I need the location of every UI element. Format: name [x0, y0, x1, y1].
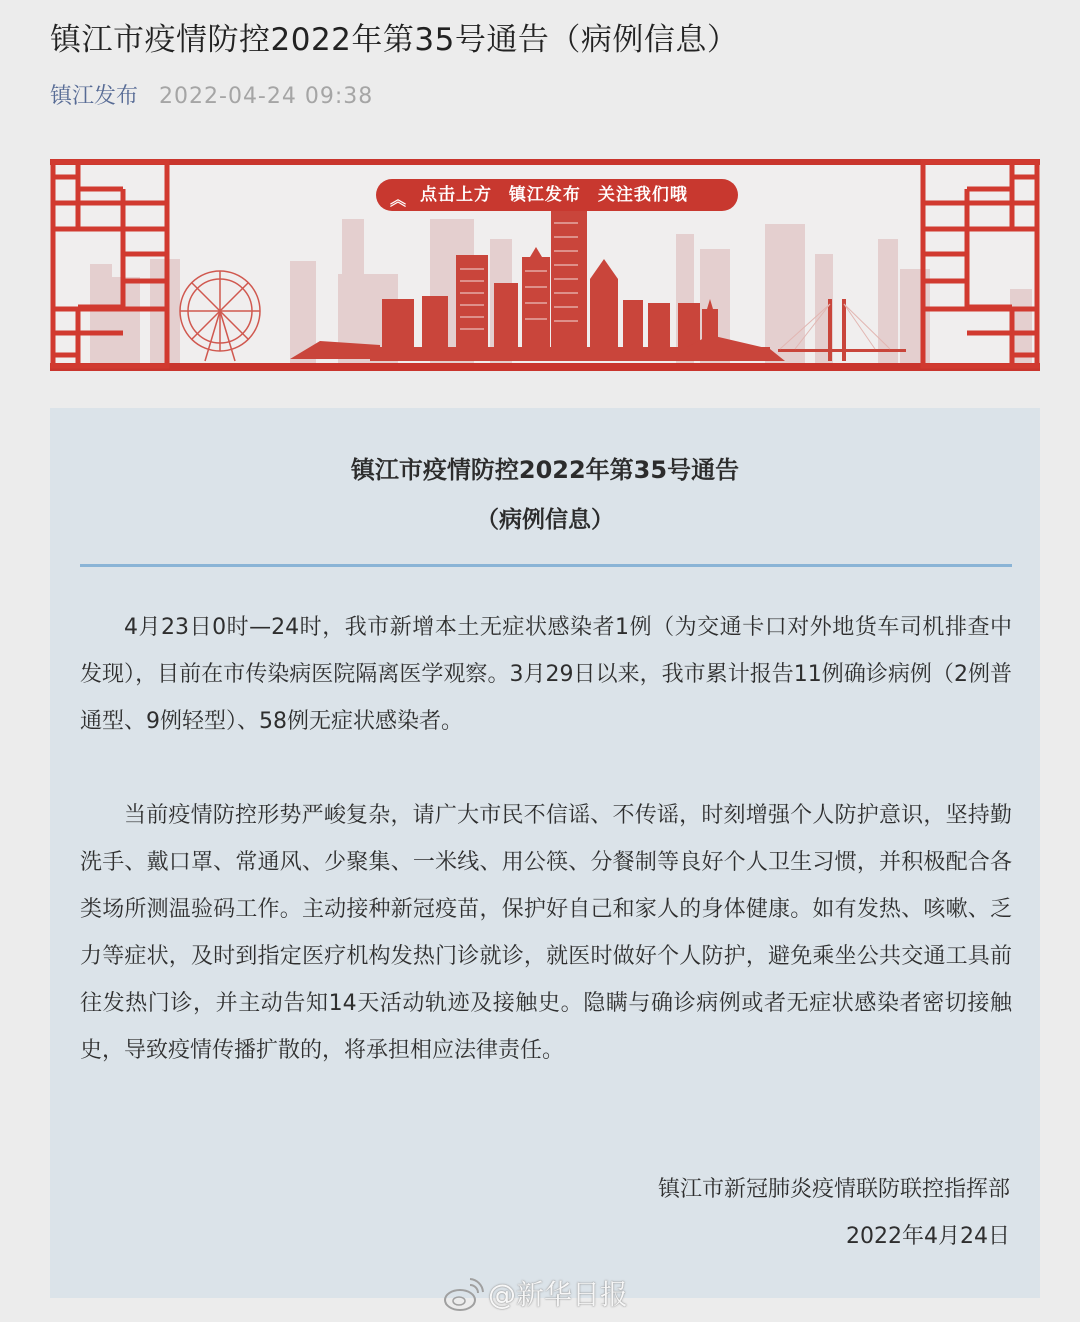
notice-paragraph-case-info: 4月23日0时—24时，我市新增本土无症状感染者1例（为交通卡口对外地货车司机排查中发现），目前在市传染病医院隔离医学观察。3月29日以来，我市累计报告11例确诊病例（2例普通型、9例轻型）、58例无症状感染者。 [80, 615, 1012, 734]
notice-title: 镇江市疫情防控2022年第35号通告 [350, 456, 740, 484]
author-link[interactable]: 镇江发布 [50, 84, 139, 109]
watermark [442, 1277, 628, 1313]
notice-paragraph-prevention-advice: 当前疫情防控形势严峻复杂，请广大市民不信谣、不传谣，时刻增强个人防护意识，坚持勤洗手、戴口罩、常通风、少聚集、一米线、用公筷、分餐制等良好个人卫生习惯，并积极配合各类场所测温验码工作。主动接种新冠疫苗，保护好自己和家人的身体健康。如有发热、咳嗽、乏力等症状，及时到指定医疗机构发热门诊就诊，就医时做好个人防护，避免乘坐公共交通工具前往发热门诊，并主动告知14天活动轨迹及接触史。隐瞒与确诊病例或者无症状感染者密切接触史，导致疫情传播扩散的，将承担相应法律责任。 [80, 803, 1012, 1063]
title-divider [80, 564, 1012, 567]
follow-banner[interactable] [50, 159, 1040, 371]
notice-card [50, 408, 1040, 1298]
follow-us-text: 点击上方 镇江发布 关注我们哦 [420, 185, 688, 205]
article-title: 镇江市疫情防控2022年第35号通告（病例信息） [50, 22, 739, 58]
article-meta [50, 82, 373, 112]
watermark-text: @新华日报 [488, 1278, 629, 1311]
notice-subtitle: （病例信息） [476, 507, 614, 533]
double-chevron-up-icon: ︽ [389, 190, 406, 209]
issuer-signature: 镇江市新冠肺炎疫情联防联控指挥部 [657, 1177, 1010, 1202]
weibo-icon [442, 1277, 484, 1313]
issue-date: 2022年4月24日 [846, 1224, 1010, 1249]
follow-us-pill[interactable] [376, 179, 738, 211]
publish-time: 2022-04-24 09:38 [159, 84, 374, 109]
